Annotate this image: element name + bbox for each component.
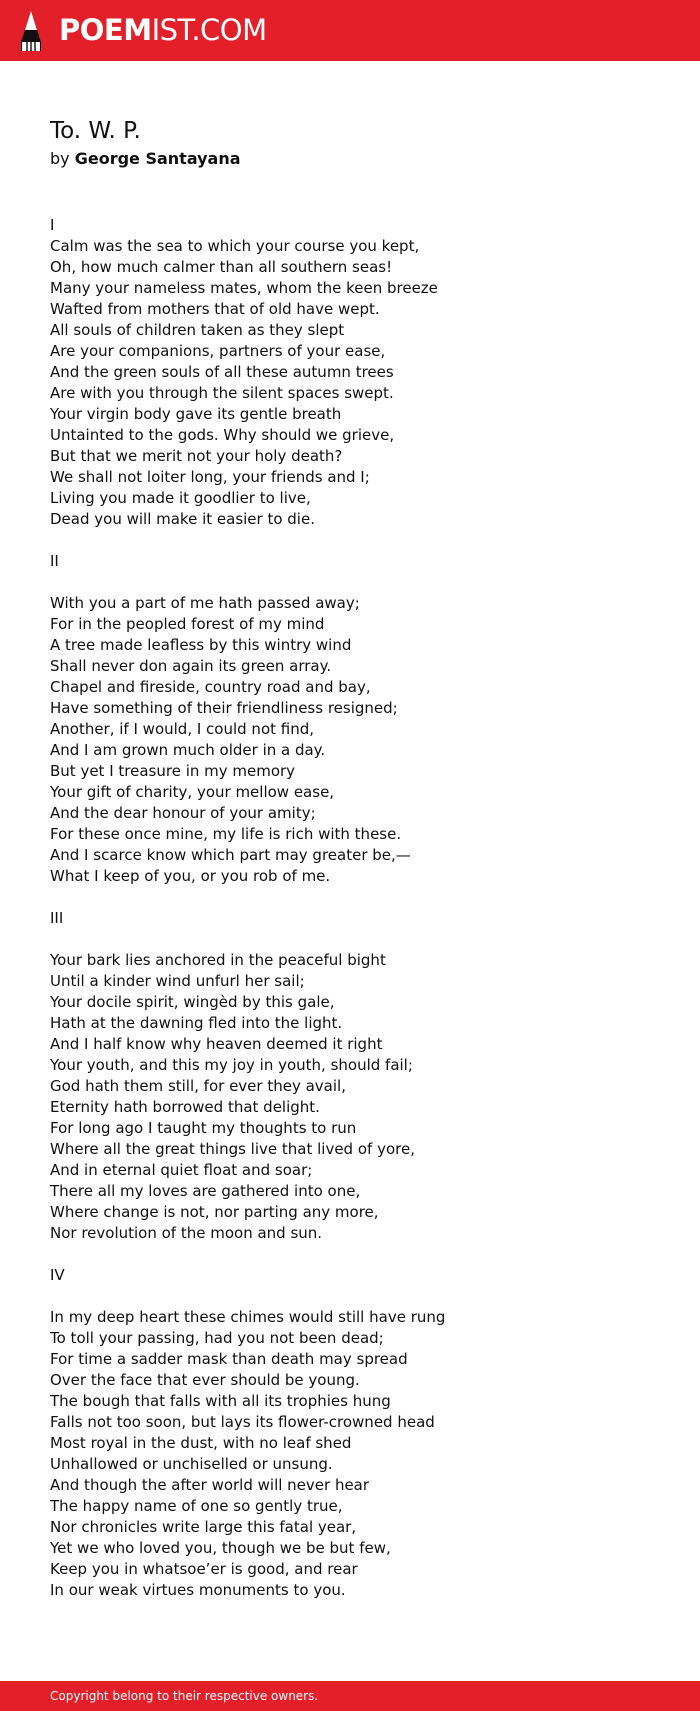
poem-line: Where change is not, nor parting any more, [50,1203,379,1221]
poem-content [50,114,670,1622]
poem-line: And I scarce know which part may greater be,— [50,846,411,864]
poem-line: Calm was the sea to which your course you kept, [50,237,420,255]
poem-line: The happy name of one so gently true, [50,1497,343,1515]
poem-line: Unhallowed or unchiselled or unsung. [50,1455,333,1473]
poem-line: Many your nameless mates, whom the keen breeze [50,279,438,297]
poem-title: To. W. P. [50,118,141,144]
poem-line: Living you made it goodlier to live, [50,489,311,507]
poem-line: Your virgin body gave its gentle breath [50,405,342,423]
poem-line: For in the peopled forest of my mind [50,615,325,633]
poem-line: In my deep heart these chimes would still have rung [50,1308,446,1326]
poem-line: Eternity hath borrowed that delight. [50,1098,320,1116]
poem-line: Wafted from mothers that of old have wept. [50,300,380,318]
poem-line: In our weak virtues monuments to you. [50,1581,346,1599]
poem-line: Oh, how much calmer than all southern seas! [50,258,393,276]
poem-body [50,215,670,1601]
poem-line: And I half know why heaven deemed it right [50,1035,383,1053]
site-footer [0,1681,700,1711]
poem-line: And though the after world will never hear [50,1476,370,1494]
poem-line: We shall not loiter long, your friends and I; [50,468,370,486]
logo-rest-part: IST.COM [151,13,267,47]
poem-line: And the dear honour of your amity; [50,804,316,822]
poem-line: Until a kinder wind unfurl her sail; [50,972,305,990]
poem-line: Your bark lies anchored in the peaceful bight [50,951,386,969]
poem-line: And I am grown much older in a day. [50,741,326,759]
poem-line: Dead you will make it easier to die. [50,510,315,528]
poem-line: For these once mine, my life is rich with these. [50,825,402,843]
poem-line: All souls of children taken as they slept [50,321,345,339]
site-logo-text[interactable] [59,13,267,47]
poem-line: For long ago I taught my thoughts to run [50,1119,357,1137]
poem-line: And the green souls of all these autumn trees [50,363,394,381]
poem-line: A tree made leafless by this wintry wind [50,636,352,654]
poem-line: Yet we who loved you, though we be but few, [50,1539,391,1557]
footer-copyright: Copyright belong to their respective owners. [50,1689,319,1703]
poem-line: For time a sadder mask than death may spread [50,1350,408,1368]
logo-bold-part: POEM [59,13,152,47]
poem-line: Where all the great things live that lived of yore, [50,1140,415,1158]
stanza [50,593,670,887]
poem-line: Keep you in whatsoe’er is good, and rear [50,1560,358,1578]
poem-line: Most royal in the dust, with no leaf shed [50,1434,352,1452]
poem-line: But that we merit not your holy death? [50,447,343,465]
poem-line: Chapel and fireside, country road and bay, [50,678,371,696]
stanza [50,236,670,530]
poem-line: Your docile spirit, wingèd by this gale, [50,993,335,1011]
poem-line: Have something of their friendliness resigned; [50,699,398,717]
poem-line: But yet I treasure in my memory [50,762,296,780]
poem-line: Over the face that ever should be young. [50,1371,360,1389]
poem-line: To toll your passing, had you not been dead; [50,1329,384,1347]
stanza [50,950,670,1244]
site-header [0,0,700,61]
poem-byline [50,148,670,170]
poem-line: Your gift of charity, your mellow ease, [50,783,335,801]
poem-line: Falls not too soon, but lays its flower-crowned head [50,1413,435,1431]
poem-line: And in eternal quiet float and soar; [50,1161,313,1179]
poem-line: What I keep of you, or you rob of me. [50,867,331,885]
section-number: III [50,909,64,927]
poem-line: Are with you through the silent spaces swept. [50,384,394,402]
poem-line: Another, if I would, I could not find, [50,720,315,738]
poem-line: Shall never don again its green array. [50,657,332,675]
poem-line: Nor chronicles write large this fatal year, [50,1518,357,1536]
poem-line: The bough that falls with all its trophies hung [50,1392,391,1410]
poem-line: There all my loves are gathered into one, [50,1182,361,1200]
poem-line: With you a part of me hath passed away; [50,594,360,612]
poem-line: Untainted to the gods. Why should we grieve, [50,426,395,444]
poem-line: Nor revolution of the moon and sun. [50,1224,323,1242]
section-number: I [50,216,55,234]
section-number: IV [50,1266,65,1284]
section-number: II [50,552,59,570]
by-label: by [50,149,70,168]
poem-line: Are your companions, partners of your ease, [50,342,386,360]
stanza [50,1307,670,1601]
poem-line: Hath at the dawning fled into the light. [50,1014,343,1032]
poem-line: God hath them still, for ever they avail, [50,1077,346,1095]
poem-line: Your youth, and this my joy in youth, should fail; [50,1056,413,1074]
poem-author: George Santayana [74,149,241,168]
pen-nib-icon[interactable] [18,9,44,53]
